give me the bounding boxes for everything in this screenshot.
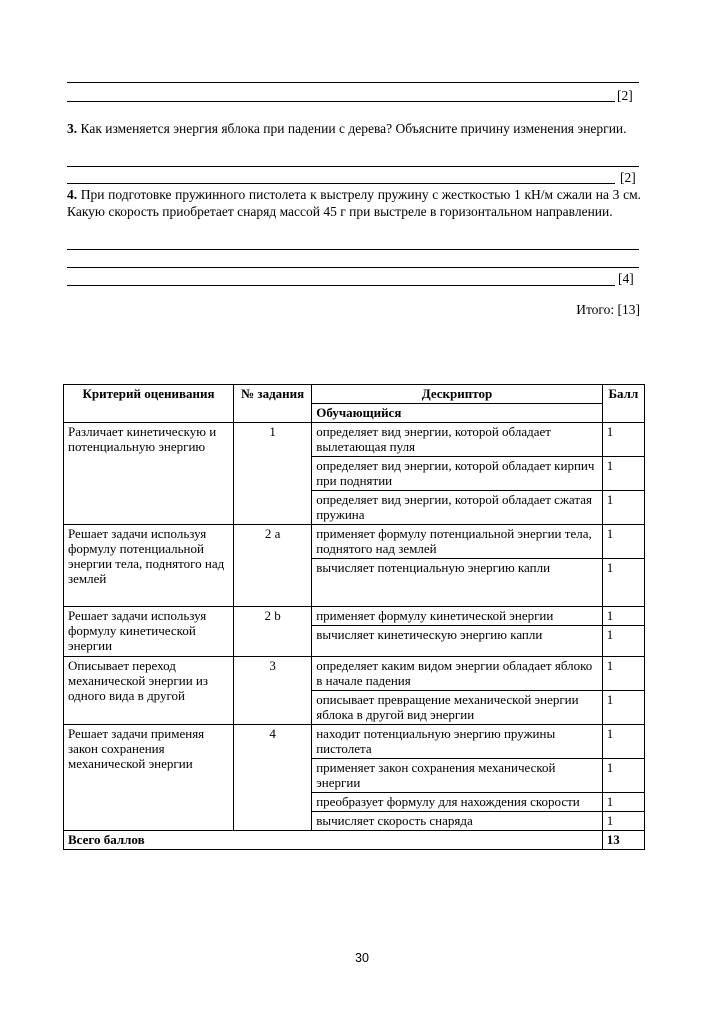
criterion-cell: Различает кинетическую и потенциальную энергию — [64, 423, 234, 525]
answer-line — [67, 249, 639, 250]
score-cell: 1 — [602, 812, 644, 831]
score-mark: [2] — [620, 170, 636, 185]
header-row — [64, 385, 645, 404]
total-label: Всего баллов — [64, 831, 603, 850]
task-number-cell: 2 a — [234, 525, 312, 607]
descriptor-cell: преобразует формулу для нахождения скорости — [312, 793, 603, 812]
score-header: Балл — [602, 385, 644, 423]
task-number-cell: 4 — [234, 725, 312, 831]
answer-line — [67, 267, 639, 268]
criterion-cell: Решает задачи применяя закон сохранения механической энергии — [64, 725, 234, 831]
descriptor-cell: применяет формулу потенциальной энергии тела, поднятого над землей — [312, 525, 603, 559]
descriptor-cell: описывает превращение механической энергии яблока в другой вид энергии — [312, 691, 603, 725]
total-score: Итого: [13] — [576, 302, 640, 317]
answer-line — [67, 166, 639, 167]
table-row — [64, 725, 645, 759]
descriptor-cell: вычисляет скорость снаряда — [312, 812, 603, 831]
score-cell: 1 — [602, 525, 644, 559]
descriptor-header: Дескриптор — [312, 385, 603, 404]
criterion-header: Критерий оценивания — [64, 385, 234, 423]
answer-line — [67, 82, 639, 83]
score-mark: [4] — [618, 271, 634, 286]
score-cell: 1 — [602, 657, 644, 691]
score-mark: [2] — [617, 88, 633, 103]
descriptor-cell: вычисляет кинетическую энергию капли — [312, 626, 603, 657]
table-row — [64, 607, 645, 626]
score-cell: 1 — [602, 491, 644, 525]
score-cell: 1 — [602, 559, 644, 607]
score-cell: 1 — [602, 457, 644, 491]
table-row — [64, 525, 645, 559]
descriptor-cell: вычисляет потенциальную энергию капли — [312, 559, 603, 607]
answer-line — [67, 101, 615, 102]
descriptor-cell: применяет формулу кинетической энергии — [312, 607, 603, 626]
total-score-cell: 13 — [602, 831, 644, 850]
task-number-header: № задания — [234, 385, 312, 423]
question-number: 3. — [67, 121, 78, 136]
question-text: При подготовке пружинного пистолета к выстрелу пружину с жесткостью 1 кН/м сжали на 3 см. Какую скорость приобретает снаряд массой 45 г при выстреле в горизонтальном направлении. — [67, 187, 641, 219]
question-text: Как изменяется энергия яблока при падении с дерева? Объясните причину изменения энергии. — [80, 121, 627, 136]
question-number: 4. — [67, 187, 78, 202]
task-number-cell: 3 — [234, 657, 312, 725]
descriptor-cell: определяет вид энергии, которой обладает кирпич при поднятии — [312, 457, 603, 491]
question-4 — [67, 186, 641, 220]
rubric-table — [63, 384, 645, 850]
descriptor-cell: определяет каким видом энергии обладает яблоко в начале падения — [312, 657, 603, 691]
table-row — [64, 657, 645, 691]
total-row — [64, 831, 645, 850]
criterion-cell: Решает задачи используя формулу кинетической энергии — [64, 607, 234, 657]
task-number-cell: 1 — [234, 423, 312, 525]
page-number: 30 — [355, 951, 369, 965]
descriptor-cell: применяет закон сохранения механической энергии — [312, 759, 603, 793]
score-cell: 1 — [602, 691, 644, 725]
score-cell: 1 — [602, 793, 644, 812]
descriptor-cell: определяет вид энергии, которой обладает сжатая пружина — [312, 491, 603, 525]
score-cell: 1 — [602, 607, 644, 626]
descriptor-subheader: Обучающийся — [312, 404, 603, 423]
table-row — [64, 423, 645, 457]
question-3 — [67, 120, 641, 137]
score-cell: 1 — [602, 626, 644, 657]
answer-line — [67, 183, 615, 184]
descriptor-cell: определяет вид энергии, которой обладает вылетающая пуля — [312, 423, 603, 457]
answer-line — [67, 285, 615, 286]
task-number-cell: 2 b — [234, 607, 312, 657]
criterion-cell: Решает задачи используя формулу потенциальной энергии тела, поднятого над землей — [64, 525, 234, 607]
score-cell: 1 — [602, 759, 644, 793]
descriptor-cell: находит потенциальную энергию пружины пистолета — [312, 725, 603, 759]
criterion-cell: Описывает переход механической энергии из одного вида в другой — [64, 657, 234, 725]
score-cell: 1 — [602, 423, 644, 457]
score-cell: 1 — [602, 725, 644, 759]
